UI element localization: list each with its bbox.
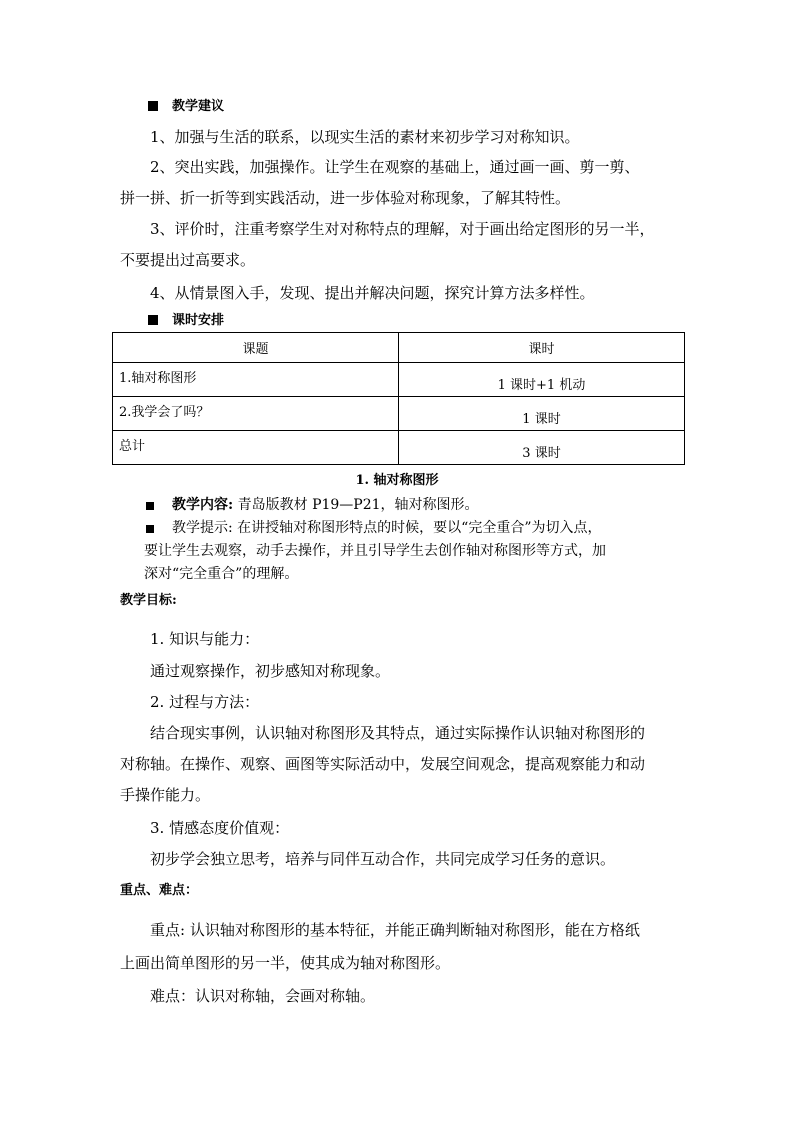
table-cell: 1 课时 [399, 397, 685, 431]
table-cell: 总计 [113, 431, 399, 465]
teaching-hint-line: 深对“完全重合”的理解。 [144, 566, 299, 582]
bullet-square-icon [148, 315, 158, 325]
teaching-content: 教学内容: 青岛版教材 P19—P21，轴对称图形。 [146, 495, 479, 515]
table-cell: 2.我学会了吗？ [113, 397, 399, 431]
advice-item: 1、加强与生活的联系，以现实生活的素材来初步学习对称知识。 [150, 128, 580, 146]
table-row [113, 431, 685, 465]
goal-text: 对称轴。在操作、观察、画图等实际活动中，发展空间观念，提高观察能力和动 [120, 755, 646, 773]
bullet-square-icon [148, 101, 158, 111]
schedule-heading: 课时安排 [148, 312, 224, 330]
goal-text: 结合现实事例，认识轴对称图形及其特点，通过实际操作认识轴对称图形的 [150, 724, 646, 742]
table-header-row [113, 333, 685, 363]
table-cell: 1 课时+1 机动 [399, 363, 685, 397]
advice-item: 拼一拼、折一折等到实践活动，进一步体验对称现象，了解其特性。 [120, 189, 571, 207]
table-row [113, 397, 685, 431]
schedule-table [112, 332, 685, 465]
key-point-text: 上画出简单图形的另一半，使其成为轴对称图形。 [120, 954, 451, 972]
goal-title: 2. 过程与方法： [150, 693, 260, 711]
lesson-title: 1. 轴对称图形 [355, 473, 439, 488]
table-cell: 3 课时 [399, 431, 685, 465]
goal-title: 3. 情感态度价值观： [150, 819, 290, 837]
advice-item: 不要提出过高要求。 [120, 251, 256, 269]
advice-item: 2、突出实践，加强操作。让学生在观察的基础上，通过画一画、剪一剪、 [150, 158, 640, 176]
table-row [113, 363, 685, 397]
bullet-square-icon [146, 502, 154, 510]
goal-text: 通过观察操作，初步感知对称现象。 [150, 662, 391, 680]
difficulty-text: 难点：认识对称轴，会画对称轴。 [150, 987, 376, 1005]
advice-item: 3、评价时，注重考察学生对对称特点的理解，对于画出给定图形的另一半， [150, 220, 655, 238]
bullet-square-icon [146, 525, 154, 533]
goal-title: 1. 知识与能力： [150, 630, 260, 648]
table-cell: 1.轴对称图形 [113, 363, 399, 397]
goal-text: 初步学会独立思考，培养与同伴互动合作，共同完成学习任务的意识。 [150, 850, 616, 868]
advice-item: 4、从情景图入手，发现、提出并解决问题，探究计算方法多样性。 [150, 284, 595, 302]
teaching-advice-heading: 教学建议 [148, 98, 224, 116]
key-point-text: 重点: 认识轴对称图形的基本特征，并能正确判断轴对称图形，能在方格纸 [150, 921, 640, 939]
teaching-hint: 教学提示: 在讲授轴对称图形特点的时候，要以“完全重合”为切入点， [146, 518, 601, 538]
teaching-hint-line: 要让学生去观察，动手去操作，并且引导学生去创作轴对称图形等方式，加 [144, 543, 606, 559]
column-header: 课时 [399, 333, 685, 363]
goal-text: 手操作能力。 [120, 786, 211, 804]
goals-heading: 教学目标: [120, 593, 177, 608]
column-header: 课题 [113, 333, 399, 363]
key-points-heading: 重点、难点： [120, 883, 199, 898]
